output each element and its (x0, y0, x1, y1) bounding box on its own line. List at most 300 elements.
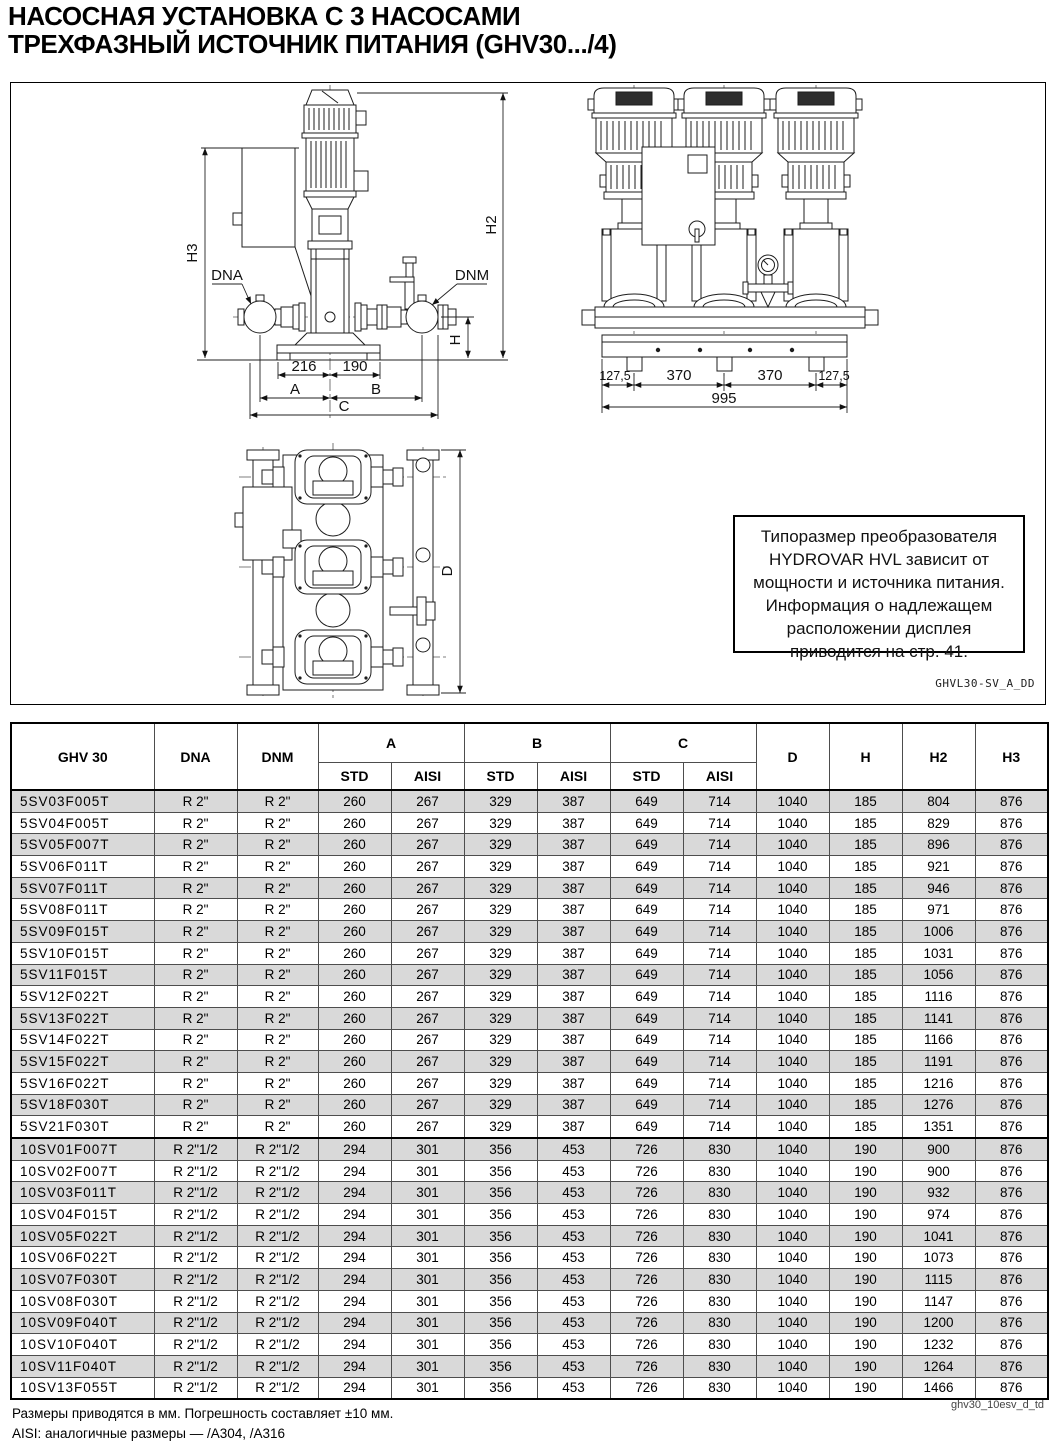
table-row (11, 1377, 1048, 1399)
value-cell: 329 (464, 1007, 537, 1029)
value-cell: 190 (829, 1204, 902, 1226)
value-cell: 1351 (902, 1116, 975, 1138)
value-cell: 829 (902, 812, 975, 834)
model-cell: 5SV08F011T (11, 899, 154, 921)
model-cell: 5SV15F022T (11, 1051, 154, 1073)
value-cell: 185 (829, 942, 902, 964)
value-cell: 294 (318, 1355, 391, 1377)
value-cell: 876 (975, 877, 1048, 899)
value-cell: 190 (829, 1225, 902, 1247)
value-cell: R 2" (154, 1007, 237, 1029)
value-cell: 726 (610, 1182, 683, 1204)
value-cell: 726 (610, 1290, 683, 1312)
value-cell: 301 (391, 1312, 464, 1334)
table-row (11, 1116, 1048, 1138)
value-cell: R 2"1/2 (237, 1290, 318, 1312)
value-cell: 876 (975, 1377, 1048, 1399)
value-cell: 190 (829, 1182, 902, 1204)
col-header-dnm: DNM (237, 723, 318, 790)
dim-label-127-right: 127,5 (818, 369, 850, 383)
value-cell: 830 (683, 1334, 756, 1356)
value-cell: R 2" (154, 921, 237, 943)
value-cell: R 2" (237, 1007, 318, 1029)
note-line: Информация о надлежащем (765, 596, 993, 615)
value-cell: 649 (610, 812, 683, 834)
model-cell: 5SV13F022T (11, 1007, 154, 1029)
drawing-code: GHVL30-SV_A_DD (935, 677, 1035, 690)
table-row (11, 1007, 1048, 1029)
value-cell: 329 (464, 921, 537, 943)
value-cell: R 2" (154, 1051, 237, 1073)
table-row (11, 1029, 1048, 1051)
footnote-aisi: AISI: аналогичные размеры — /A304, /A316 (12, 1426, 286, 1441)
value-cell: 1040 (756, 1182, 829, 1204)
value-cell: R 2" (154, 1029, 237, 1051)
value-cell: 260 (318, 1094, 391, 1116)
value-cell: 876 (975, 942, 1048, 964)
value-cell: 356 (464, 1225, 537, 1247)
value-cell: 876 (975, 1182, 1048, 1204)
value-cell: 267 (391, 1051, 464, 1073)
model-cell: 5SV04F005T (11, 812, 154, 834)
value-cell: R 2"1/2 (154, 1312, 237, 1334)
col-header-b: B (464, 723, 610, 763)
value-cell: R 2" (154, 812, 237, 834)
footnotes (12, 1404, 393, 1444)
value-cell: 1200 (902, 1312, 975, 1334)
value-cell: 453 (537, 1377, 610, 1399)
value-cell: 714 (683, 1029, 756, 1051)
value-cell: 1040 (756, 812, 829, 834)
value-cell: 1232 (902, 1334, 975, 1356)
value-cell: 185 (829, 899, 902, 921)
value-cell: 830 (683, 1225, 756, 1247)
value-cell: 714 (683, 1072, 756, 1094)
dim-label-190: 190 (342, 358, 368, 375)
value-cell: 387 (537, 1029, 610, 1051)
table-header (11, 723, 1048, 790)
value-cell: 896 (902, 834, 975, 856)
value-cell: 190 (829, 1334, 902, 1356)
value-cell: 726 (610, 1204, 683, 1226)
value-cell: 876 (975, 1290, 1048, 1312)
triple-pump-view (582, 85, 878, 413)
table-row (11, 1269, 1048, 1291)
value-cell: 453 (537, 1290, 610, 1312)
value-cell: R 2"1/2 (154, 1269, 237, 1291)
value-cell: 876 (975, 1225, 1048, 1247)
value-cell: 185 (829, 921, 902, 943)
value-cell: 190 (829, 1247, 902, 1269)
value-cell: 1166 (902, 1029, 975, 1051)
control-cabinet-front (233, 148, 295, 247)
table-row (11, 1182, 1048, 1204)
value-cell: 714 (683, 834, 756, 856)
table-row (11, 856, 1048, 878)
value-cell: 714 (683, 856, 756, 878)
value-cell: 190 (829, 1377, 902, 1399)
col-header-h: H (829, 723, 902, 790)
value-cell: 267 (391, 964, 464, 986)
value-cell: 356 (464, 1269, 537, 1291)
value-cell: 453 (537, 1247, 610, 1269)
value-cell: 260 (318, 1007, 391, 1029)
value-cell: 185 (829, 856, 902, 878)
value-cell: 876 (975, 1094, 1048, 1116)
value-cell: 260 (318, 1051, 391, 1073)
table-row (11, 1225, 1048, 1247)
value-cell: R 2" (154, 899, 237, 921)
model-cell: 10SV13F055T (11, 1377, 154, 1399)
value-cell: 190 (829, 1290, 902, 1312)
value-cell: 329 (464, 1051, 537, 1073)
value-cell: R 2" (237, 834, 318, 856)
value-cell: 649 (610, 877, 683, 899)
value-cell: 1040 (756, 1290, 829, 1312)
value-cell: 876 (975, 1160, 1048, 1182)
value-cell: R 2" (237, 1094, 318, 1116)
value-cell: 301 (391, 1377, 464, 1399)
value-cell: 726 (610, 1355, 683, 1377)
sub-header-aisi-a: AISI (391, 763, 464, 791)
value-cell: 1040 (756, 877, 829, 899)
value-cell: 260 (318, 921, 391, 943)
value-cell: 900 (902, 1138, 975, 1160)
value-cell: R 2"1/2 (154, 1182, 237, 1204)
value-cell: 294 (318, 1138, 391, 1160)
model-cell: 5SV14F022T (11, 1029, 154, 1051)
value-cell: 387 (537, 986, 610, 1008)
value-cell: 329 (464, 986, 537, 1008)
value-cell: 267 (391, 899, 464, 921)
value-cell: 267 (391, 1072, 464, 1094)
value-cell: 329 (464, 899, 537, 921)
value-cell: 301 (391, 1160, 464, 1182)
value-cell: 190 (829, 1138, 902, 1160)
value-cell: R 2" (237, 877, 318, 899)
value-cell: 1040 (756, 790, 829, 812)
value-cell: 649 (610, 1116, 683, 1138)
value-cell: 329 (464, 964, 537, 986)
value-cell: 301 (391, 1182, 464, 1204)
value-cell: R 2"1/2 (237, 1182, 318, 1204)
value-cell: 267 (391, 1116, 464, 1138)
value-cell: 453 (537, 1204, 610, 1226)
model-cell: 10SV03F011T (11, 1182, 154, 1204)
value-cell: R 2"1/2 (154, 1225, 237, 1247)
value-cell: R 2"1/2 (237, 1312, 318, 1334)
value-cell: 649 (610, 942, 683, 964)
value-cell: 260 (318, 790, 391, 812)
value-cell: 714 (683, 812, 756, 834)
value-cell: 714 (683, 986, 756, 1008)
note-line: приводится на стр. 41. (790, 642, 968, 661)
value-cell: R 2"1/2 (237, 1269, 318, 1291)
value-cell: 301 (391, 1269, 464, 1291)
value-cell: 1115 (902, 1269, 975, 1291)
page-title-line2: ТРЕХФАЗНЫЙ ИСТОЧНИК ПИТАНИЯ (GHV30.../4) (8, 29, 617, 59)
value-cell: 185 (829, 1007, 902, 1029)
value-cell: 1006 (902, 921, 975, 943)
value-cell: R 2"1/2 (237, 1138, 318, 1160)
note-line: мощности и источника питания. (753, 573, 1005, 592)
value-cell: 876 (975, 1247, 1048, 1269)
top-view-drawing (235, 443, 466, 698)
value-cell: 1276 (902, 1094, 975, 1116)
control-cabinet (642, 147, 715, 245)
value-cell: R 2"1/2 (154, 1377, 237, 1399)
value-cell: 726 (610, 1334, 683, 1356)
value-cell: 356 (464, 1138, 537, 1160)
value-cell: 387 (537, 1072, 610, 1094)
value-cell: 260 (318, 964, 391, 986)
value-cell: 329 (464, 856, 537, 878)
sub-header-aisi-c: AISI (683, 763, 756, 791)
value-cell: 1056 (902, 964, 975, 986)
value-cell: 714 (683, 1116, 756, 1138)
value-cell: 294 (318, 1290, 391, 1312)
value-cell: 453 (537, 1225, 610, 1247)
value-cell: 649 (610, 986, 683, 1008)
value-cell: R 2" (237, 964, 318, 986)
value-cell: 329 (464, 834, 537, 856)
value-cell: R 2" (237, 899, 318, 921)
model-cell: 10SV11F040T (11, 1355, 154, 1377)
value-cell: 267 (391, 986, 464, 1008)
value-cell: 1041 (902, 1225, 975, 1247)
model-cell: 10SV01F007T (11, 1138, 154, 1160)
value-cell: 267 (391, 1094, 464, 1116)
model-cell: 5SV09F015T (11, 921, 154, 943)
value-cell: 387 (537, 877, 610, 899)
value-cell: 356 (464, 1160, 537, 1182)
value-cell: 185 (829, 812, 902, 834)
value-cell: 714 (683, 790, 756, 812)
value-cell: R 2" (154, 856, 237, 878)
value-cell: 1216 (902, 1072, 975, 1094)
value-cell: R 2"1/2 (154, 1204, 237, 1226)
table-row (11, 812, 1048, 834)
model-cell: 10SV04F015T (11, 1204, 154, 1226)
value-cell: R 2" (237, 1029, 318, 1051)
value-cell: 1040 (756, 964, 829, 986)
table-row (11, 921, 1048, 943)
value-cell: 260 (318, 856, 391, 878)
dimensions-table (10, 722, 1049, 1400)
value-cell: 876 (975, 856, 1048, 878)
value-cell: R 2" (237, 1051, 318, 1073)
value-cell: 1073 (902, 1247, 975, 1269)
value-cell: 185 (829, 834, 902, 856)
value-cell: 453 (537, 1269, 610, 1291)
value-cell: 830 (683, 1269, 756, 1291)
sub-header-aisi-b: AISI (537, 763, 610, 791)
value-cell: 1040 (756, 1007, 829, 1029)
value-cell: R 2" (154, 1094, 237, 1116)
value-cell: 267 (391, 1007, 464, 1029)
value-cell: 260 (318, 834, 391, 856)
value-cell: 1191 (902, 1051, 975, 1073)
value-cell: 301 (391, 1247, 464, 1269)
model-cell: 10SV07F030T (11, 1269, 154, 1291)
value-cell: R 2" (154, 1116, 237, 1138)
dnm-valve (355, 257, 456, 333)
value-cell: 830 (683, 1312, 756, 1334)
value-cell: 453 (537, 1355, 610, 1377)
model-cell: 10SV10F040T (11, 1334, 154, 1356)
value-cell: 190 (829, 1269, 902, 1291)
value-cell: 726 (610, 1269, 683, 1291)
top-view-dimensions (439, 450, 466, 693)
value-cell: R 2"1/2 (154, 1160, 237, 1182)
value-cell: 301 (391, 1334, 464, 1356)
value-cell: 804 (902, 790, 975, 812)
value-cell: R 2"1/2 (154, 1355, 237, 1377)
col-header-d: D (756, 723, 829, 790)
value-cell: 726 (610, 1247, 683, 1269)
value-cell: 387 (537, 1007, 610, 1029)
value-cell: 1040 (756, 1094, 829, 1116)
dim-label-b: B (370, 381, 382, 398)
model-cell: 10SV09F040T (11, 1312, 154, 1334)
dim-label-dnm: DNM (454, 267, 490, 284)
value-cell: 649 (610, 790, 683, 812)
sub-header-std-c: STD (610, 763, 683, 791)
table-row (11, 964, 1048, 986)
value-cell: 876 (975, 1051, 1048, 1073)
value-cell: 301 (391, 1355, 464, 1377)
dim-label-127-left: 127,5 (599, 369, 631, 383)
value-cell: 1040 (756, 921, 829, 943)
note-line: расположении дисплея (786, 619, 972, 638)
value-cell: R 2"1/2 (237, 1204, 318, 1226)
value-cell: R 2" (237, 1072, 318, 1094)
value-cell: R 2"1/2 (237, 1225, 318, 1247)
vent-valve (390, 257, 416, 309)
value-cell: 185 (829, 1029, 902, 1051)
value-cell: R 2" (154, 834, 237, 856)
value-cell: 921 (902, 856, 975, 878)
value-cell: 1040 (756, 1029, 829, 1051)
value-cell: 714 (683, 1007, 756, 1029)
page-title-line1: НАСОСНАЯ УСТАНОВКА С 3 НАСОСАМИ (8, 1, 521, 31)
value-cell: 1040 (756, 1051, 829, 1073)
value-cell: 714 (683, 1094, 756, 1116)
value-cell: 260 (318, 877, 391, 899)
value-cell: 649 (610, 1094, 683, 1116)
value-cell: 190 (829, 1355, 902, 1377)
value-cell: 185 (829, 877, 902, 899)
note-line: HYDROVAR HVL зависит от (768, 550, 990, 569)
value-cell: 830 (683, 1204, 756, 1226)
model-cell: 5SV06F011T (11, 856, 154, 878)
value-cell: 387 (537, 812, 610, 834)
value-cell: 1031 (902, 942, 975, 964)
value-cell: 876 (975, 812, 1048, 834)
value-cell: 876 (975, 899, 1048, 921)
value-cell: R 2"1/2 (237, 1247, 318, 1269)
table-row (11, 986, 1048, 1008)
value-cell: R 2" (154, 790, 237, 812)
value-cell: R 2" (237, 921, 318, 943)
value-cell: 932 (902, 1182, 975, 1204)
value-cell: 294 (318, 1377, 391, 1399)
value-cell: R 2" (237, 856, 318, 878)
value-cell: 185 (829, 1116, 902, 1138)
value-cell: R 2" (237, 986, 318, 1008)
value-cell: 185 (829, 1094, 902, 1116)
model-cell: 5SV16F022T (11, 1072, 154, 1094)
value-cell: 714 (683, 899, 756, 921)
hydrovar-note-box (733, 515, 1025, 661)
model-cell: 10SV05F022T (11, 1225, 154, 1247)
value-cell: 294 (318, 1312, 391, 1334)
value-cell: 714 (683, 877, 756, 899)
value-cell: 714 (683, 1051, 756, 1073)
footer-code: ghv30_10esv_d_td (951, 1399, 1044, 1411)
value-cell: 1040 (756, 1377, 829, 1399)
value-cell: 387 (537, 834, 610, 856)
model-cell: 5SV03F005T (11, 790, 154, 812)
value-cell: 1116 (902, 986, 975, 1008)
value-cell: 876 (975, 834, 1048, 856)
value-cell: R 2"1/2 (154, 1138, 237, 1160)
value-cell: 876 (975, 964, 1048, 986)
model-cell: 5SV07F011T (11, 877, 154, 899)
cabinet-top-view (235, 487, 292, 560)
value-cell: 714 (683, 942, 756, 964)
value-cell: 329 (464, 1116, 537, 1138)
value-cell: 971 (902, 899, 975, 921)
value-cell: 294 (318, 1204, 391, 1226)
value-cell: 387 (537, 921, 610, 943)
value-cell: 1141 (902, 1007, 975, 1029)
value-cell: 830 (683, 1160, 756, 1182)
value-cell: 714 (683, 964, 756, 986)
value-cell: 649 (610, 834, 683, 856)
value-cell: 294 (318, 1269, 391, 1291)
value-cell: 294 (318, 1160, 391, 1182)
value-cell: 876 (975, 1072, 1048, 1094)
value-cell: 876 (975, 1029, 1048, 1051)
value-cell: 726 (610, 1377, 683, 1399)
model-cell: 5SV05F007T (11, 834, 154, 856)
value-cell: 1466 (902, 1377, 975, 1399)
value-cell: 1040 (756, 942, 829, 964)
value-cell: 1040 (756, 1072, 829, 1094)
value-cell: R 2" (154, 964, 237, 986)
model-cell: 10SV06F022T (11, 1247, 154, 1269)
value-cell: 974 (902, 1204, 975, 1226)
table-row (11, 1094, 1048, 1116)
value-cell: 260 (318, 986, 391, 1008)
value-cell: 260 (318, 812, 391, 834)
col-header-h3: H3 (975, 723, 1048, 790)
dim-label-c: C (338, 398, 350, 415)
dna-valve (238, 295, 305, 333)
table-row (11, 1072, 1048, 1094)
value-cell: 185 (829, 986, 902, 1008)
value-cell: 830 (683, 1138, 756, 1160)
value-cell: 830 (683, 1182, 756, 1204)
value-cell: 260 (318, 1029, 391, 1051)
value-cell: 294 (318, 1225, 391, 1247)
value-cell: 1040 (756, 1138, 829, 1160)
table-row (11, 1312, 1048, 1334)
value-cell: 649 (610, 1029, 683, 1051)
value-cell: 387 (537, 1116, 610, 1138)
value-cell: 649 (610, 899, 683, 921)
